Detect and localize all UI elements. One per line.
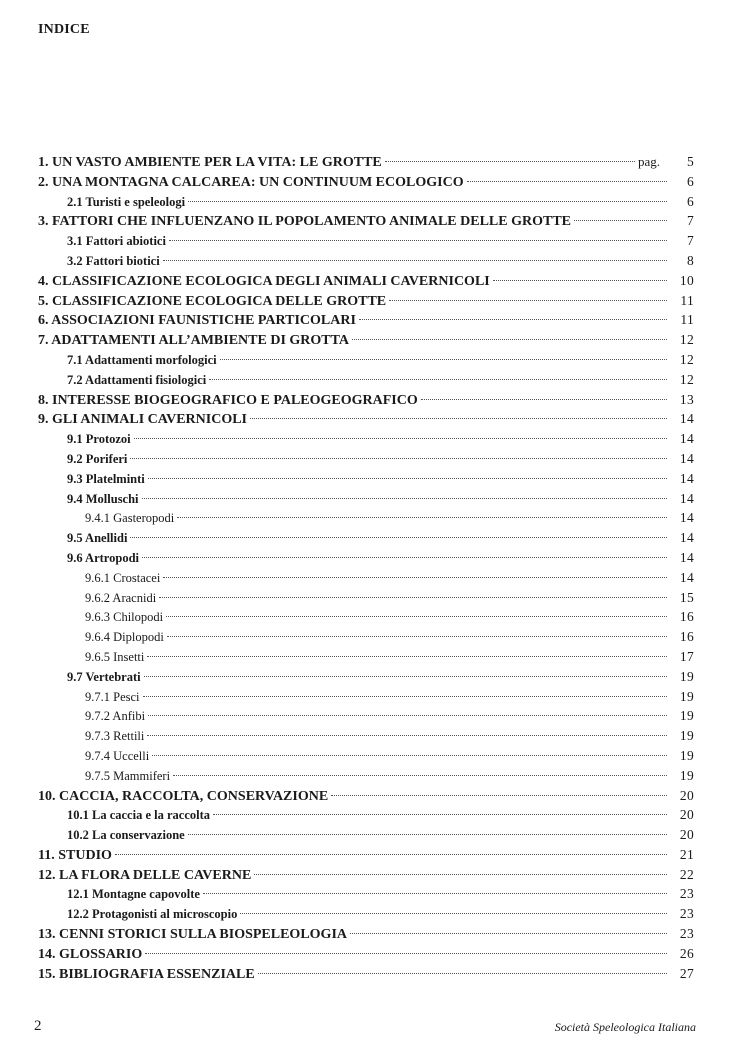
footer-organization: Società Speleologica Italiana	[554, 1020, 696, 1034]
dot-leader	[250, 418, 667, 419]
dot-leader	[213, 814, 667, 815]
dot-leader	[130, 458, 667, 459]
toc-entry-label: 12.2 Protagonisti al microscopio	[67, 907, 238, 922]
toc-entry	[38, 667, 694, 687]
toc-entry	[38, 409, 694, 429]
toc-entry	[38, 944, 694, 964]
dot-leader	[350, 933, 667, 934]
toc-entry	[38, 766, 694, 786]
dot-leader	[115, 854, 667, 855]
dot-leader	[173, 775, 667, 776]
dot-leader	[389, 300, 667, 301]
toc-entry-page: 23	[679, 886, 694, 902]
dot-leader	[169, 240, 667, 241]
dot-leader	[159, 597, 667, 598]
dot-leader	[144, 676, 667, 677]
toc-entry-page: 21	[679, 846, 694, 862]
toc-entry	[38, 924, 694, 944]
toc-entry-page: 14	[679, 411, 694, 427]
toc-entry-page: 19	[679, 728, 694, 744]
toc-entry-label: 7.2 Adattamenti fisiologici	[67, 372, 207, 387]
toc-entry-page: 19	[679, 668, 694, 684]
dot-leader	[163, 260, 667, 261]
toc-entry	[38, 330, 694, 350]
toc-entry-page: 19	[679, 708, 694, 724]
toc-entry	[38, 489, 694, 509]
toc-entry-label: 9.6.2 Aracnidi	[85, 590, 157, 605]
dot-leader	[166, 616, 667, 617]
dot-leader	[147, 735, 667, 736]
toc-entry-label: 6. ASSOCIAZIONI FAUNISTICHE PARTICOLARI	[38, 313, 356, 329]
dot-leader	[421, 399, 667, 400]
dot-leader	[254, 874, 667, 875]
dot-leader	[142, 498, 667, 499]
dot-leader	[163, 577, 667, 578]
dot-leader	[134, 438, 667, 439]
toc-entry	[38, 370, 694, 390]
toc-entry	[38, 251, 694, 271]
toc-entry-page: 16	[679, 609, 694, 625]
toc-entry-page: 19	[679, 747, 694, 763]
toc-entry-label: 7. ADATTAMENTI ALL’AMBIENTE DI GROTTA	[38, 333, 350, 349]
toc-entry-page: 12	[679, 351, 694, 367]
toc-entry-page: 14	[679, 530, 694, 546]
toc-entry	[38, 588, 694, 608]
toc-entry-page: 11	[680, 292, 694, 308]
dot-leader	[188, 201, 667, 202]
toc-entry-label: 9.7.2 Anfibi	[85, 709, 146, 724]
toc-entry	[38, 429, 694, 449]
toc-entry-page: 14	[679, 470, 694, 486]
dot-leader	[203, 893, 667, 894]
toc-entry-label: 15. BIBLIOGRAFIA ESSENZIALE	[38, 966, 255, 982]
toc-entry-page: 14	[679, 569, 694, 585]
toc-entry-label: 7.1 Adattamenti morfologici	[67, 352, 217, 367]
page-title: INDICE	[38, 22, 90, 37]
toc-entry	[38, 726, 694, 746]
toc-entry-page: 8	[686, 252, 694, 268]
toc-entry-page: 27	[679, 965, 694, 981]
toc-entry-label: 1. UN VASTO AMBIENTE PER LA VITA: LE GROTTE	[38, 155, 382, 170]
toc-entry	[38, 825, 694, 845]
dot-leader	[220, 359, 667, 360]
toc-entry	[38, 706, 694, 726]
toc-entry-label: 12. LA FLORA DELLE CAVERNE	[38, 867, 252, 883]
toc-entry	[38, 607, 694, 627]
toc-entry	[38, 884, 694, 904]
toc-entry-label: 2. UNA MONTAGNA CALCAREA: UN CONTINUUM ECOLOGICO	[38, 174, 464, 190]
toc-entry-label: 9.6 Artropodi	[67, 550, 139, 565]
dot-leader	[240, 913, 667, 914]
toc-entry-label: 8. INTERESSE BIOGEOGRAFICO E PALEOGEOGRAFICO	[38, 392, 418, 408]
toc-entry-page: 15	[679, 589, 694, 605]
toc-entry	[38, 805, 694, 825]
toc-entry	[38, 904, 694, 924]
toc-entry-label: 9.7 Vertebrati	[67, 669, 141, 684]
dot-leader	[574, 220, 667, 221]
toc-entry-page: 19	[679, 688, 694, 704]
toc-entry-label: 3.1 Fattori abiotici	[67, 234, 166, 249]
toc-entry-page: 10	[679, 272, 694, 288]
toc-entry-page: 16	[679, 629, 694, 645]
toc-entry-label: 9.4.1 Gasteropodi	[85, 511, 175, 526]
toc-entry	[38, 350, 694, 370]
toc-entry-label: 14. GLOSSARIO	[38, 946, 143, 962]
toc-entry-page: 7	[686, 213, 694, 229]
dot-leader	[148, 715, 667, 716]
toc-entry-page: 12	[679, 371, 694, 387]
page-number: 2	[34, 1018, 42, 1034]
toc-entry	[38, 647, 694, 667]
toc-entry	[38, 528, 694, 548]
toc-entry-label: 9.2 Poriferi	[67, 451, 128, 466]
dot-leader	[147, 656, 667, 657]
toc-entry-label: 9.3 Platelminti	[67, 471, 145, 486]
toc-entry-label: 2.1 Turisti e speleologi	[67, 194, 186, 209]
toc-entry	[38, 786, 694, 806]
toc-entry	[38, 192, 694, 212]
toc-entry-label: 9.7.4 Uccelli	[85, 748, 150, 763]
toc-entry	[38, 687, 694, 707]
toc-entry	[38, 865, 694, 885]
toc-entry-label: 9.6.3 Chilopodi	[85, 610, 164, 625]
toc-entry-label: 13. CENNI STORICI SULLA BIOSPELEOLOGIA	[38, 927, 347, 943]
pag-label: pag.	[637, 154, 660, 169]
toc-entry	[38, 548, 694, 568]
toc-entry-page: 12	[679, 332, 694, 348]
toc-entry-label: 12.1 Montagne capovolte	[67, 887, 200, 902]
toc-entry-label: 3.2 Fattori biotici	[67, 253, 160, 268]
toc-entry	[38, 310, 694, 330]
toc-entry	[38, 390, 694, 410]
dot-leader	[145, 953, 667, 954]
toc-entry-page: 20	[679, 827, 694, 843]
toc-entry	[38, 211, 694, 231]
toc-entry-label: 9.7.5 Mammiferi	[85, 768, 171, 783]
table-of-contents	[38, 152, 694, 983]
toc-entry-page: 17	[679, 648, 694, 664]
toc-entry	[38, 231, 694, 251]
dot-leader	[209, 379, 667, 380]
toc-entry-page: 22	[679, 866, 694, 882]
dot-leader	[467, 181, 667, 182]
toc-entry-page: 23	[679, 906, 694, 922]
toc-entry-label: 9.5 Anellidi	[67, 531, 128, 546]
toc-entry	[38, 746, 694, 766]
toc-entry-page: 13	[679, 391, 694, 407]
toc-entry-page: 26	[679, 945, 694, 961]
toc-entry-page: 5	[686, 154, 694, 169]
toc-entry-page: 6	[686, 173, 694, 189]
toc-entry-label: 9.6.1 Crostacei	[85, 570, 161, 585]
toc-entry-label: 5. CLASSIFICAZIONE ECOLOGICA DELLE GROTTE	[38, 293, 387, 309]
dot-leader	[142, 557, 667, 558]
toc-entry	[38, 172, 694, 192]
toc-entry	[38, 964, 694, 984]
toc-entry-page: 14	[679, 549, 694, 565]
toc-entry	[38, 271, 694, 291]
dot-leader	[258, 973, 667, 974]
toc-entry	[38, 508, 694, 528]
toc-entry	[38, 449, 694, 469]
dot-leader	[493, 280, 667, 281]
toc-entry	[38, 845, 694, 865]
toc-entry-label: 9.1 Protozoi	[67, 432, 131, 447]
dot-leader	[385, 161, 635, 162]
dot-leader	[167, 636, 667, 637]
toc-entry-page: 7	[686, 233, 694, 249]
dot-leader	[130, 537, 667, 538]
dot-leader	[331, 795, 667, 796]
toc-entry	[38, 568, 694, 588]
dot-leader	[152, 755, 667, 756]
toc-entry	[38, 291, 694, 311]
toc-entry-label: 3. FATTORI CHE INFLUENZANO IL POPOLAMENTO ANIMALE DELLE GROTTE	[38, 214, 571, 230]
toc-entry-page: 6	[686, 193, 694, 209]
dot-leader	[188, 834, 667, 835]
toc-entry-page: 14	[679, 450, 694, 466]
dot-leader	[352, 339, 667, 340]
toc-entry-page: 19	[679, 767, 694, 783]
toc-entry-label: 9. GLI ANIMALI CAVERNICOLI	[38, 412, 248, 428]
toc-entry-label: 10.2 La conservazione	[67, 828, 185, 843]
toc-entry-label: 9.4 Molluschi	[67, 491, 139, 506]
toc-entry-label: 11. STUDIO	[38, 847, 112, 863]
dot-leader	[177, 517, 667, 518]
toc-entry-page: 20	[679, 807, 694, 823]
toc-entry-label: 4. CLASSIFICAZIONE ECOLOGICA DEGLI ANIMALI CAVERNICOLI	[38, 273, 490, 289]
toc-entry-page: 14	[679, 431, 694, 447]
toc-entry	[38, 627, 694, 647]
dot-leader	[148, 478, 667, 479]
toc-entry-label: 9.6.5 Insetti	[85, 649, 145, 664]
toc-entry	[38, 152, 694, 172]
toc-entry-label: 10.1 La caccia e la raccolta	[67, 808, 211, 823]
dot-leader	[359, 319, 667, 320]
toc-entry-label: 10. CACCIA, RACCOLTA, CONSERVAZIONE	[38, 788, 329, 804]
toc-entry-label: 9.7.1 Pesci	[85, 689, 140, 704]
dot-leader	[143, 696, 667, 697]
toc-entry-page: 23	[679, 926, 694, 942]
toc-entry-page: 11	[680, 312, 694, 328]
toc-entry-page: 14	[679, 490, 694, 506]
toc-entry-page: 14	[679, 510, 694, 526]
toc-entry-page: 20	[679, 787, 694, 803]
toc-entry-label: 9.6.4 Diplopodi	[85, 630, 164, 645]
toc-entry	[38, 469, 694, 489]
toc-entry-label: 9.7.3 Rettili	[85, 729, 145, 744]
